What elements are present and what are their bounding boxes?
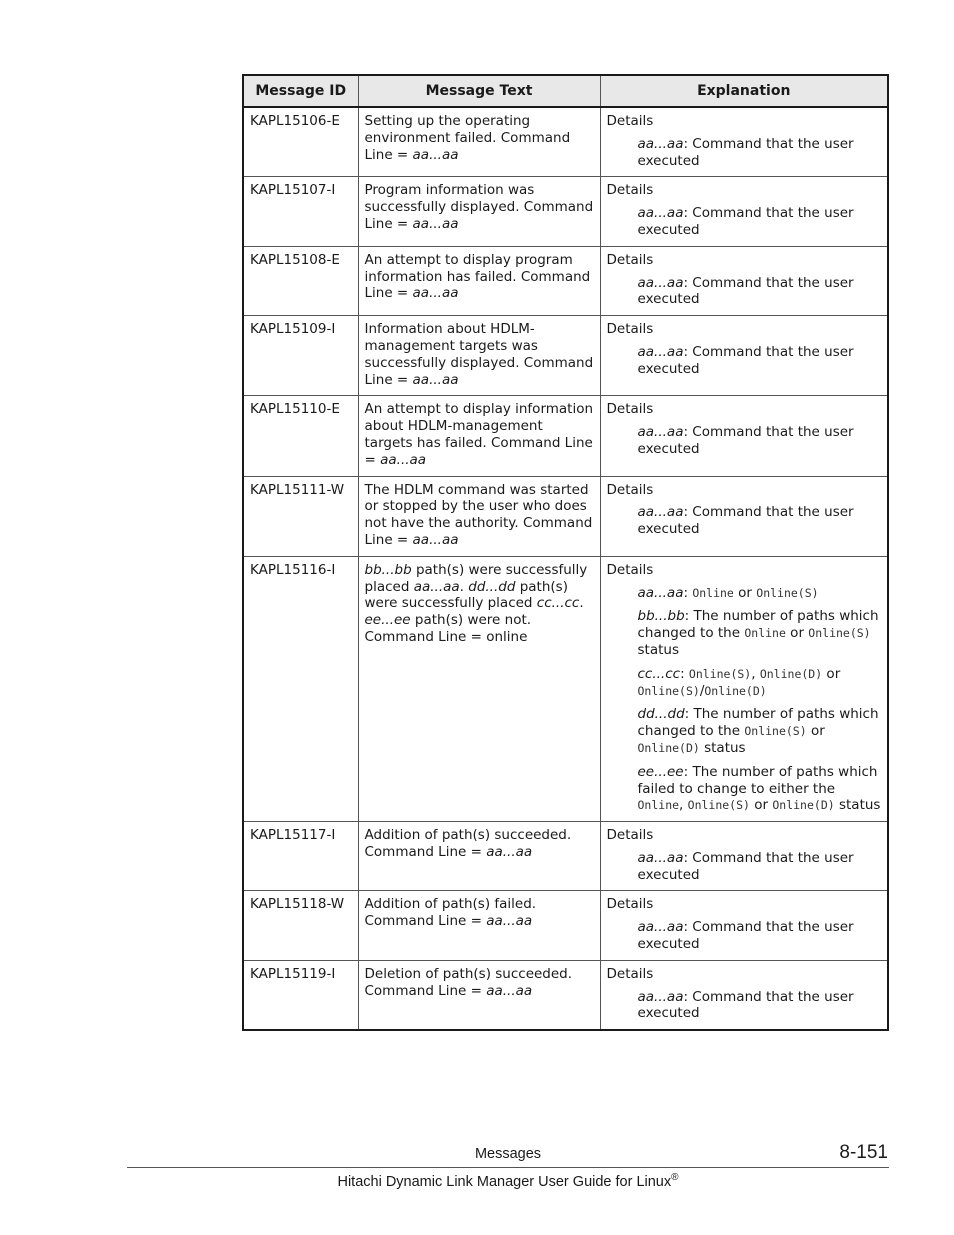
placeholder-variable: aa...aa bbox=[412, 371, 459, 388]
placeholder-variable: cc...cc bbox=[637, 665, 681, 682]
explanation-cell bbox=[600, 476, 888, 556]
placeholder-variable: aa...aa bbox=[412, 285, 459, 302]
text-segment: : Command that the user executed bbox=[637, 919, 854, 953]
placeholder-variable: aa...aa bbox=[637, 205, 684, 222]
placeholder-variable: ee...ee bbox=[364, 612, 411, 629]
message-text-cell bbox=[358, 476, 600, 556]
text-segment: or bbox=[822, 665, 841, 682]
text-segment: . bbox=[579, 595, 584, 612]
placeholder-variable: aa...aa bbox=[413, 578, 460, 595]
text-segment: : Command that the user executed bbox=[637, 988, 854, 1022]
details-label: Details bbox=[606, 896, 654, 913]
explanation-item bbox=[638, 424, 883, 458]
message-id-cell: KAPL15116-I bbox=[243, 556, 358, 821]
details-label: Details bbox=[606, 965, 654, 982]
status-code: Online(D) bbox=[759, 666, 823, 681]
status-code: Online(D) bbox=[704, 683, 767, 698]
message-id-cell: KAPL15118-W bbox=[243, 891, 358, 960]
details-label: Details bbox=[606, 481, 654, 498]
placeholder-variable: aa...aa bbox=[637, 504, 684, 521]
text-segment: Setting up the operating environment failed. Command Line = bbox=[364, 113, 571, 163]
status-code: Online bbox=[637, 798, 680, 813]
text-segment: or bbox=[806, 723, 825, 740]
registered-trademark: ® bbox=[671, 1172, 679, 1183]
text-segment: Deletion of path(s) succeeded. Command Line = bbox=[364, 965, 573, 999]
message-text-cell bbox=[358, 891, 600, 960]
text-segment: : Command that the user executed bbox=[637, 849, 854, 883]
status-code: Online(S) bbox=[808, 626, 871, 641]
message-id-cell: KAPL15107-I bbox=[243, 177, 358, 246]
explanation-cell bbox=[600, 396, 888, 476]
details-label: Details bbox=[606, 561, 654, 578]
table-row bbox=[243, 177, 888, 246]
table-row bbox=[243, 556, 888, 821]
table-header-row bbox=[243, 75, 888, 107]
text-segment: : Command that the user executed bbox=[637, 274, 854, 308]
message-id-cell: KAPL15111-W bbox=[243, 476, 358, 556]
text-segment: Addition of path(s) succeeded. Command Line = bbox=[364, 827, 572, 860]
book-title-text: Hitachi Dynamic Link Manager User Guide for Linux bbox=[337, 1173, 672, 1190]
text-segment: An attempt to display program information has failed. Command Line = bbox=[364, 251, 591, 302]
text-segment: , bbox=[679, 797, 688, 814]
explanation-cell bbox=[600, 177, 888, 246]
status-code: Online(S) bbox=[637, 683, 700, 698]
status-code: Online bbox=[744, 626, 786, 641]
footer-divider bbox=[127, 1167, 889, 1168]
text-segment: status bbox=[699, 739, 746, 756]
message-id-cell: KAPL15109-I bbox=[243, 316, 358, 396]
explanation-item bbox=[638, 585, 883, 602]
explanation-item bbox=[638, 275, 883, 309]
status-code: Online(D) bbox=[637, 740, 700, 755]
explanation-item bbox=[638, 919, 883, 953]
placeholder-variable: bb...bb bbox=[364, 561, 412, 578]
placeholder-variable: aa...aa bbox=[412, 146, 459, 163]
text-segment: Addition of path(s) failed. Command Line = bbox=[364, 896, 537, 930]
table-body bbox=[243, 107, 888, 1030]
message-text-cell bbox=[358, 177, 600, 246]
text-segment: path(s) were successfully placed bbox=[364, 561, 588, 595]
placeholder-variable: cc...cc bbox=[536, 595, 580, 612]
placeholder-variable: aa...aa bbox=[380, 451, 427, 468]
text-segment: or bbox=[733, 584, 757, 601]
placeholder-variable: aa...aa bbox=[637, 849, 684, 866]
text-segment: status bbox=[834, 797, 881, 814]
details-label: Details bbox=[606, 321, 654, 338]
text-segment: path(s) were not. Command Line = online bbox=[364, 612, 532, 645]
text-segment: . bbox=[459, 578, 469, 595]
message-text-cell bbox=[358, 316, 600, 396]
table-row bbox=[243, 107, 888, 177]
text-segment: : The number of paths which failed to change to either the bbox=[637, 763, 878, 797]
header-message-text: Message Text bbox=[358, 75, 600, 107]
placeholder-variable: aa...aa bbox=[412, 215, 459, 232]
explanation-cell bbox=[600, 556, 888, 821]
placeholder-variable: aa...aa bbox=[486, 913, 533, 930]
explanation-item bbox=[638, 205, 883, 239]
placeholder-variable: aa...aa bbox=[637, 584, 684, 601]
details-label: Details bbox=[606, 182, 654, 199]
placeholder-variable: aa...aa bbox=[412, 531, 459, 548]
explanation-item bbox=[638, 989, 883, 1023]
footer-section-name: Messages bbox=[474, 1146, 542, 1162]
message-id-cell: KAPL15108-E bbox=[243, 246, 358, 315]
text-segment: : bbox=[683, 584, 693, 601]
placeholder-variable: aa...aa bbox=[486, 843, 533, 860]
text-segment: : The number of paths which changed to the bbox=[637, 608, 879, 642]
text-segment: The HDLM command was started or stopped by the user who does not have the authority. Command Line = bbox=[364, 481, 593, 548]
placeholder-variable: aa...aa bbox=[637, 988, 684, 1005]
explanation-item bbox=[638, 850, 883, 884]
table-row bbox=[243, 822, 888, 891]
table-row bbox=[243, 396, 888, 476]
message-id-cell: KAPL15117-I bbox=[243, 822, 358, 891]
explanation-item bbox=[638, 706, 883, 756]
text-segment: path(s) were successfully placed bbox=[364, 578, 568, 612]
text-segment: : The number of paths which changed to the bbox=[637, 706, 879, 740]
details-label: Details bbox=[606, 251, 654, 268]
table-row bbox=[243, 246, 888, 315]
explanation-item bbox=[638, 504, 883, 538]
message-table bbox=[242, 74, 889, 1031]
text-segment: Program information was successfully displayed. Command Line = bbox=[364, 182, 594, 232]
header-message-id: Message ID bbox=[243, 75, 358, 107]
explanation-cell bbox=[600, 891, 888, 960]
table-row bbox=[243, 316, 888, 396]
text-segment: : Command that the user executed bbox=[637, 343, 854, 377]
explanation-cell bbox=[600, 107, 888, 177]
placeholder-variable: aa...aa bbox=[637, 919, 684, 936]
text-segment: or bbox=[749, 797, 773, 814]
text-segment: : Command that the user executed bbox=[637, 205, 854, 238]
explanation-cell bbox=[600, 822, 888, 891]
status-code: Online(D) bbox=[772, 798, 835, 813]
explanation-cell bbox=[600, 246, 888, 315]
table-row bbox=[243, 891, 888, 960]
explanation-cell bbox=[600, 316, 888, 396]
table-row bbox=[243, 476, 888, 556]
placeholder-variable: aa...aa bbox=[637, 424, 684, 441]
text-segment: : bbox=[680, 665, 689, 682]
status-code: Online(S) bbox=[744, 724, 807, 739]
placeholder-variable: aa...aa bbox=[637, 135, 684, 152]
placeholder-variable: aa...aa bbox=[486, 982, 533, 999]
status-code: Online(S) bbox=[687, 798, 750, 813]
details-label: Details bbox=[606, 827, 654, 844]
explanation-item bbox=[638, 764, 883, 814]
status-code: Online bbox=[692, 585, 734, 600]
details-label: Details bbox=[606, 401, 654, 418]
placeholder-variable: ee...ee bbox=[637, 763, 684, 780]
details-label: Details bbox=[606, 113, 654, 129]
message-text-cell bbox=[358, 107, 600, 177]
text-segment: Information about HDLM-management targets was successfully displayed. Command Line = bbox=[364, 321, 594, 388]
message-text-cell bbox=[358, 246, 600, 315]
text-segment: : Command that the user executed bbox=[637, 424, 854, 457]
text-segment: An attempt to display information about HDLM-management targets has failed. Command Line = bbox=[364, 401, 594, 468]
explanation-item bbox=[638, 608, 883, 658]
text-segment: , bbox=[751, 665, 760, 682]
placeholder-variable: dd...dd bbox=[637, 706, 685, 723]
placeholder-variable: aa...aa bbox=[637, 274, 684, 291]
message-id-cell: KAPL15106-E bbox=[243, 107, 358, 177]
message-text-cell bbox=[358, 960, 600, 1030]
footer-book-title bbox=[250, 1172, 766, 1190]
message-id-cell: KAPL15110-E bbox=[243, 396, 358, 476]
placeholder-variable: dd...dd bbox=[468, 578, 516, 595]
text-segment: : Command that the user executed bbox=[637, 135, 854, 169]
header-explanation: Explanation bbox=[600, 75, 888, 107]
status-code: Online(S) bbox=[756, 585, 819, 600]
table-row bbox=[243, 960, 888, 1030]
explanation-item bbox=[638, 344, 883, 378]
message-text-cell bbox=[358, 556, 600, 821]
explanation-item bbox=[638, 136, 883, 170]
explanation-cell bbox=[600, 960, 888, 1030]
placeholder-variable: bb...bb bbox=[637, 608, 685, 625]
text-segment: / bbox=[699, 682, 705, 699]
explanation-item bbox=[638, 666, 883, 700]
placeholder-variable: aa...aa bbox=[637, 343, 684, 360]
message-id-cell: KAPL15119-I bbox=[243, 960, 358, 1030]
message-text-cell bbox=[358, 822, 600, 891]
text-segment: : Command that the user executed bbox=[637, 504, 854, 538]
status-code: Online(S) bbox=[688, 666, 752, 681]
message-text-cell bbox=[358, 396, 600, 476]
footer-page-number: 8-151 bbox=[839, 1142, 888, 1163]
text-segment: or bbox=[785, 625, 809, 642]
text-segment: status bbox=[637, 641, 679, 658]
